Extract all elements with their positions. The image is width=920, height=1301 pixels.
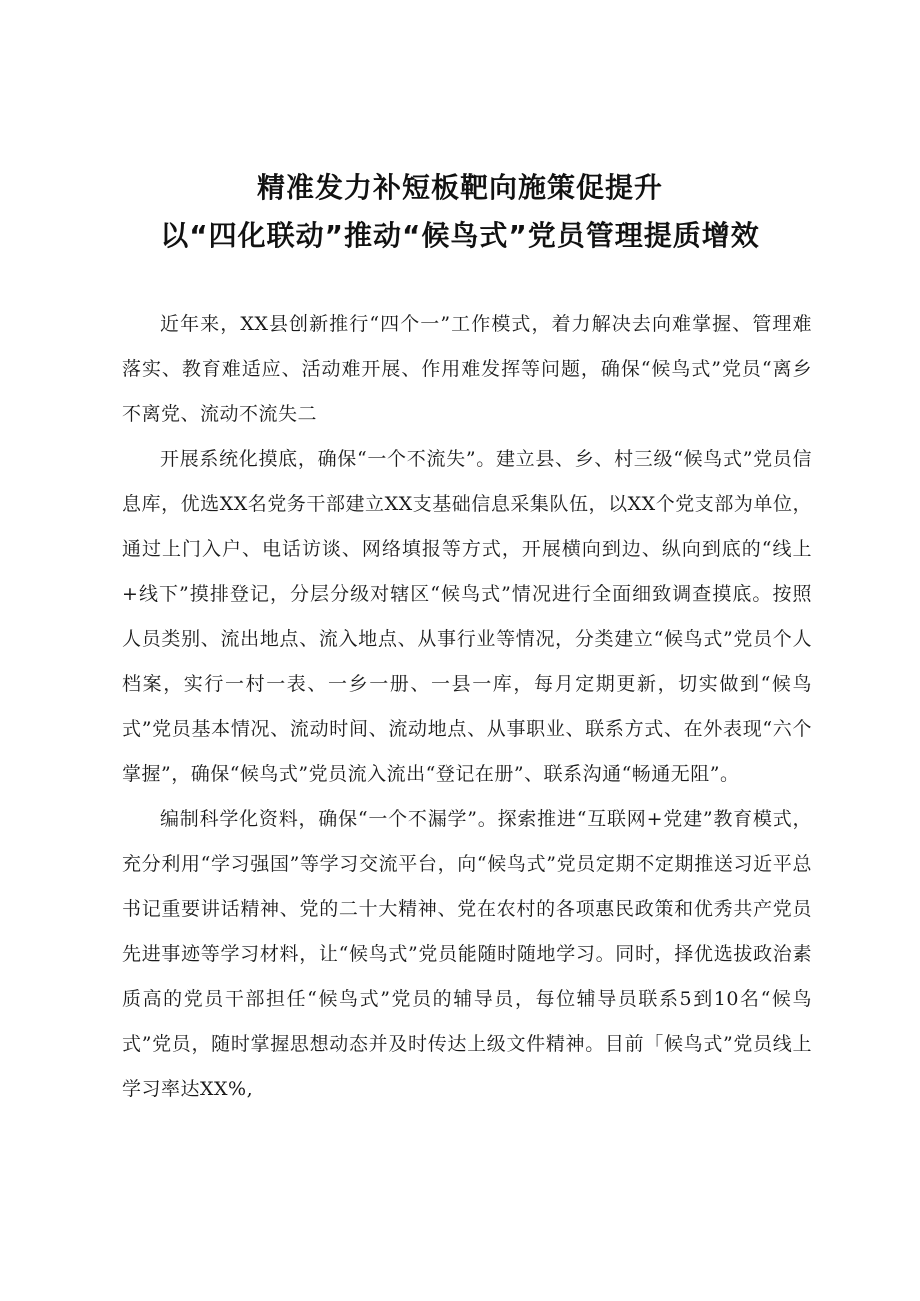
- title-line-2: 以“四化联动”推动“候鸟式”党员管理提质增效: [160, 219, 760, 252]
- paragraph-systematic-survey: 开展系统化摸底，确保“一个不流失”。建立县、乡、村三级“候鸟式”党员信息库，优选XX名党务干部建立XX支基础信息采集队伍，以XX个党支部为单位，通过上门入户、电话访谈、网络填报等方式，开展横向到边、纵向到底的“线上+线下”摸排登记，分层分级对辖区“候鸟式”情况进行全面细致调查摸底。按照人员类别、流出地点、流入地点、从事行业等情况，分类建立“候鸟式”党员个人档案，实行一村一表、一乡一册、一县一库，每月定期更新，切实做到“候鸟式”党员基本情况、流动时间、流动地点、从事职业、联系方式、在外表现“六个掌握”，确保“候鸟式”党员流入流出“登记在册”、联系沟通“畅通无阻”。: [122, 448, 812, 785]
- document-body: [122, 302, 812, 1112]
- paragraph-intro: 近年来，XX县创新推行“四个一”工作模式，着力解决去向难掌握、管理难落实、教育难适应、活动难开展、作用难发挥等问题，确保“候鸟式”党员“离乡不离党、流动不流失二: [122, 313, 812, 425]
- document-title: [0, 164, 920, 260]
- title-line-1: 精准发力补短板靶向施策促提升: [256, 171, 663, 204]
- paragraph-scientific-materials: 编制科学化资料，确保“一个不漏学”。探索推进“互联网+党建”教育模式，充分利用“学习强国”等学习交流平台，向“候鸟式”党员定期不定期推送习近平总书记重要讲话精神、党的二十大精神、党在农村的各项惠民政策和优秀共产党员先进事迹等学习材料，让“候鸟式”党员能随时随地学习。同时，择优选拔政治素质高的党员干部担任“候鸟式”党员的辅导员，每位辅导员联系5到10名“候鸟式”党员，随时掌握思想动态并及时传达上级文件精神。目前「候鸟式”党员线上学习率达XX%,: [122, 808, 812, 1100]
